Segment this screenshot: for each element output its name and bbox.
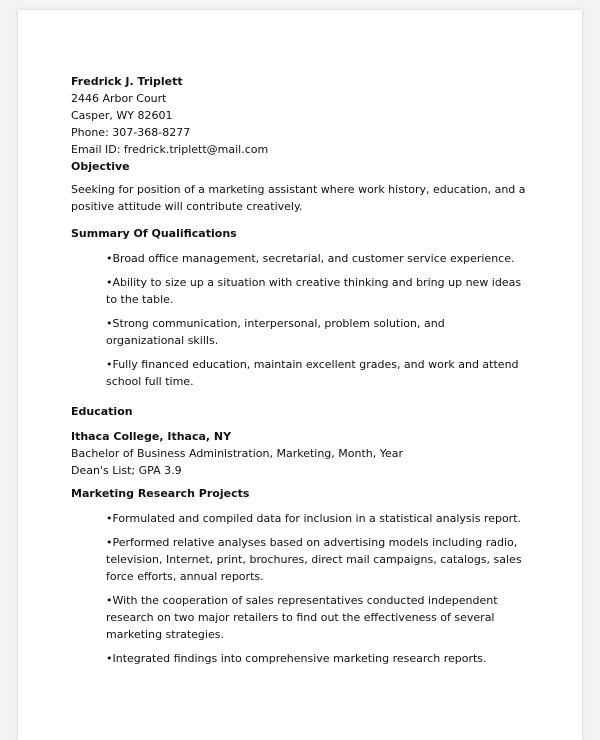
project-item: •Formulated and compiled data for inclusion in a statistical analysis report. [106, 512, 522, 525]
contact-name: Fredrick J. Triplett [71, 75, 183, 88]
qualification-item: •Fully financed education, maintain excellent grades, and work and attend school full time. [106, 358, 519, 388]
contact-address-line-2: Casper, WY 82601 [71, 109, 173, 122]
contact-email: Email ID: fredrick.triplett@mail.com [71, 143, 269, 156]
education-degree: Bachelor of Business Administration, Marketing, Month, Year [71, 447, 404, 460]
qualifications-list [71, 250, 531, 390]
objective-heading: Objective [71, 160, 130, 173]
project-item: •Integrated findings into comprehensive marketing research reports. [106, 652, 487, 665]
contact-phone: Phone: 307-368-8277 [71, 126, 191, 139]
project-item: •Performed relative analyses based on advertising models including radio, television, Internet, print, brochures, direct mail campaigns, catalogs, sales force efforts, annual reports. [106, 536, 522, 583]
document-page [18, 10, 582, 740]
qualification-item: •Broad office management, secretarial, and customer service experience. [106, 252, 515, 265]
projects-heading: Marketing Research Projects [71, 487, 250, 500]
qualification-item: •Ability to size up a situation with creative thinking and bring up new ideas to the table. [106, 276, 522, 306]
contact-address-line-1: 2446 Arbor Court [71, 92, 167, 105]
qualification-item: •Strong communication, interpersonal, problem solution, and organizational skills. [106, 317, 445, 347]
projects-list [71, 510, 531, 667]
education-heading: Education [71, 405, 133, 418]
project-item: •With the cooperation of sales representatives conducted independent research on two major retailers to find out the effectiveness of several marketing strategies. [106, 594, 498, 641]
qualifications-heading: Summary Of Qualifications [71, 227, 237, 240]
education-school: Ithaca College, Ithaca, NY [71, 430, 232, 443]
education-honors: Dean's List; GPA 3.9 [71, 464, 182, 477]
objective-text: Seeking for position of a marketing assistant where work history, education, and a positive attitude will contribute creatively. [71, 183, 526, 213]
resume-content [71, 73, 531, 674]
